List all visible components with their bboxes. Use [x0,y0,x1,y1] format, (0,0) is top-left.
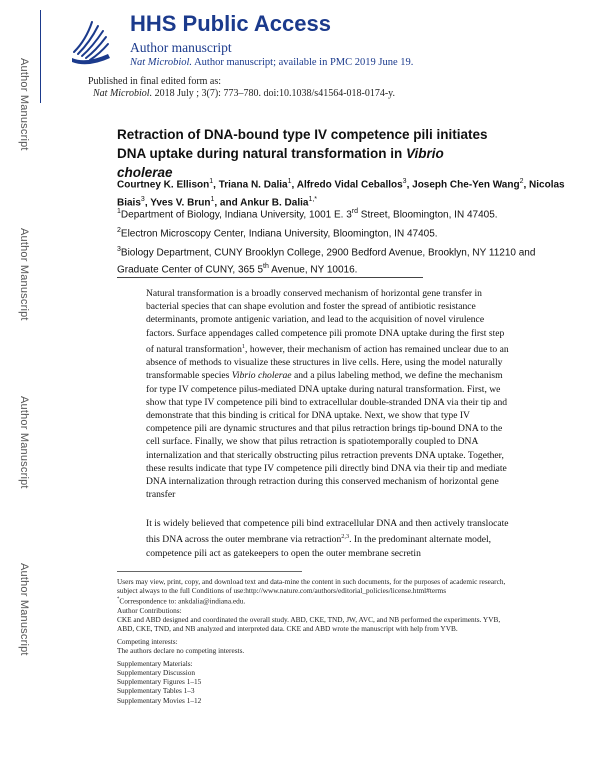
author-separator: , [213,179,219,191]
author-affil-sup: 1 [210,196,215,204]
author-name: Nicolas Biais [117,179,565,209]
supplementary-item: Supplementary Discussion [117,668,196,678]
abstract-species: Vibrio cholerae [231,370,292,382]
affiliation-sup: 2 [117,227,121,234]
pub-info-citation-text: 2018 July ; 3(7): 773–780. doi:10.1038/s41564-018-0174-y. [152,88,396,99]
abstract [146,287,512,501]
author-affil-sup: 1 [287,178,292,185]
affiliation-1 [117,205,567,222]
title-block-divider [117,277,423,278]
author-affil-sup: 3 [140,196,145,204]
header-subtitle: Author manuscript [130,40,232,55]
competing-text: The authors declare no competing interests. [117,646,245,656]
terms-of-use: Users may view, print, copy, and download text and data-mine the content in such documents, for the purposes of academic research, subject always to the full Conditions of use:http://www.nature.com/authors/editorial_policies/license.html#terms [117,577,506,596]
citation-sup: 1 [241,342,246,350]
pub-info-citation [88,88,395,100]
abstract-text: Natural transformation is a broadly conserved mechanism of horizontal gene transfer in bacterial species that can shape evolution and foster the spread of antibiotic resistance determinants, promote antigenic variation, and lead to the acquisition of novel virulence factors. Surface appendages called competence pili promote DNA uptake during the first step of natural transformation [146,288,505,355]
header-journal: Nat Microbiol. [130,57,193,68]
affiliation-3 [117,243,567,278]
publication-info [88,76,395,100]
correspondence [117,595,517,606]
author-separator: , [291,179,297,191]
author-separator: , [144,197,151,209]
footnote-divider [117,571,302,572]
competing-heading: Competing interests: [117,636,178,646]
supplementary-item: Supplementary Figures 1–15 [117,677,202,687]
author-affil-sup: 1 [209,178,214,185]
supplementary-item: Supplementary Tables 1–3 [117,686,195,696]
author-separator: , [406,179,413,191]
header-divider [40,10,41,103]
sidebar-label-2: Author Manuscript [18,228,30,321]
author-name: Courtney K. Ellison [117,179,210,191]
sidebar-label-3: Author Manuscript [18,396,30,489]
author-name: Joseph Che-Yen Wang [412,179,520,191]
abstract-text: , however, their mechanism of action has remained unclear due to an absence of methods to visualize these structures in live cells. Here, using the model naturally transformable species [146,344,509,382]
abstract-text: and a pilus labeling method, we define the mechanism for type IV competence pilus-mediated DNA uptake during natural transformation. First, we show that type IV competence pili bind to extracellular double-stranded DNA via their tip and demonstrate that this binding is critical for DNA uptake. Next, we show that type IV competence pili are dynamic structures and that pilus retraction brings tip-bound DNA to the cell surface. Finally, we show that pilus retraction is spatiotemporally coupled to DNA internalization and that sterically obstructing pilus retraction prevents DNA uptake. Together, these results indicate that type IV competence pili directly bind DNA via their tip and mediate DNA internalization through retraction during this conserved mechanism of horizontal gene transfer [146,370,508,501]
header-note-text: Author manuscript; available in PMC 2019 June 19. [192,57,414,68]
contributions-heading: Author Contributions: [117,605,182,615]
supplementary-item: Supplementary Movies 1–12 [117,695,202,705]
author-name: Yves V. Brun [150,197,211,209]
article-title-main: Retraction of DNA-bound type IV competence pili initiates DNA uptake during natural transformation in [117,127,488,161]
body-paragraph [146,517,512,560]
pub-info-line1: Published in final edited form as: [88,76,222,87]
footnotes [117,577,517,705]
author-separator: , [523,179,530,191]
contributions-text: CKE and ABD designed and coordinated the overall study. ABD, CKE, TND, JW, AVC, and NB performed the experiments. YVB, ABD, CKE, TND, and NB analyzed and interpreted data. CKE and ABD wrote the manuscript with help from YVB. [117,614,501,633]
author-name: Triana N. Dalia [218,179,288,191]
correspondence-mark: * [117,597,120,603]
supplementary-heading: Supplementary Materials: [117,659,193,669]
header-title: HHS Public Access [130,11,331,36]
pub-info-journal: Nat Microbiol. [93,88,153,99]
affiliation-text: Street, Bloomington, IN 47405. [358,209,498,221]
correspondence-text: Correspondence to: ankdalia@indiana.edu. [119,596,246,606]
body-text: . In the predominant alternate model, competence pili act as gatekeepers to open the outer membrane secretin [146,534,492,559]
affiliation-sup: 3 [117,246,121,253]
author-name: Ankur B. Dalia [240,197,309,209]
affiliation-text: Biology Department, CUNY Brooklyn College, 2900 Bedford Avenue, Brooklyn, NY 11210 and Graduate Center of CUNY, 365 5 [117,247,536,276]
affiliation-text: Department of Biology, Indiana University, 1001 E. 3 [120,209,352,221]
author-name: Alfredo Vidal Ceballos [296,179,403,191]
affiliation-text: Avenue, NY 10016. [268,264,358,276]
sidebar-label-4: Author Manuscript [18,563,30,656]
author-affil-sup: 3 [402,178,407,185]
affiliation-2 [117,224,567,241]
affiliation-ordinal: rd [351,208,359,215]
article-title-species: Vibrio cholerae [117,146,444,180]
body-text: It is widely believed that competence pili bind extracellular DNA and then actively translocate this DNA across the outer membrane via retraction [146,518,509,546]
affiliation-sup: 1 [117,208,121,215]
sidebar-label-1: Author Manuscript [18,58,30,151]
affiliation-ordinal: th [263,263,269,271]
author-affil-sup: 1,* [308,196,318,204]
hhs-eagle-logo-icon [68,14,114,66]
citation-sup: 2,3 [341,533,350,541]
affiliation-text: Electron Microscopy Center, Indiana University, Bloomington, IN 47405. [120,228,438,240]
header-availability-note [130,57,413,68]
author-affil-sup: 2 [519,178,524,185]
author-separator: , and [214,197,241,209]
